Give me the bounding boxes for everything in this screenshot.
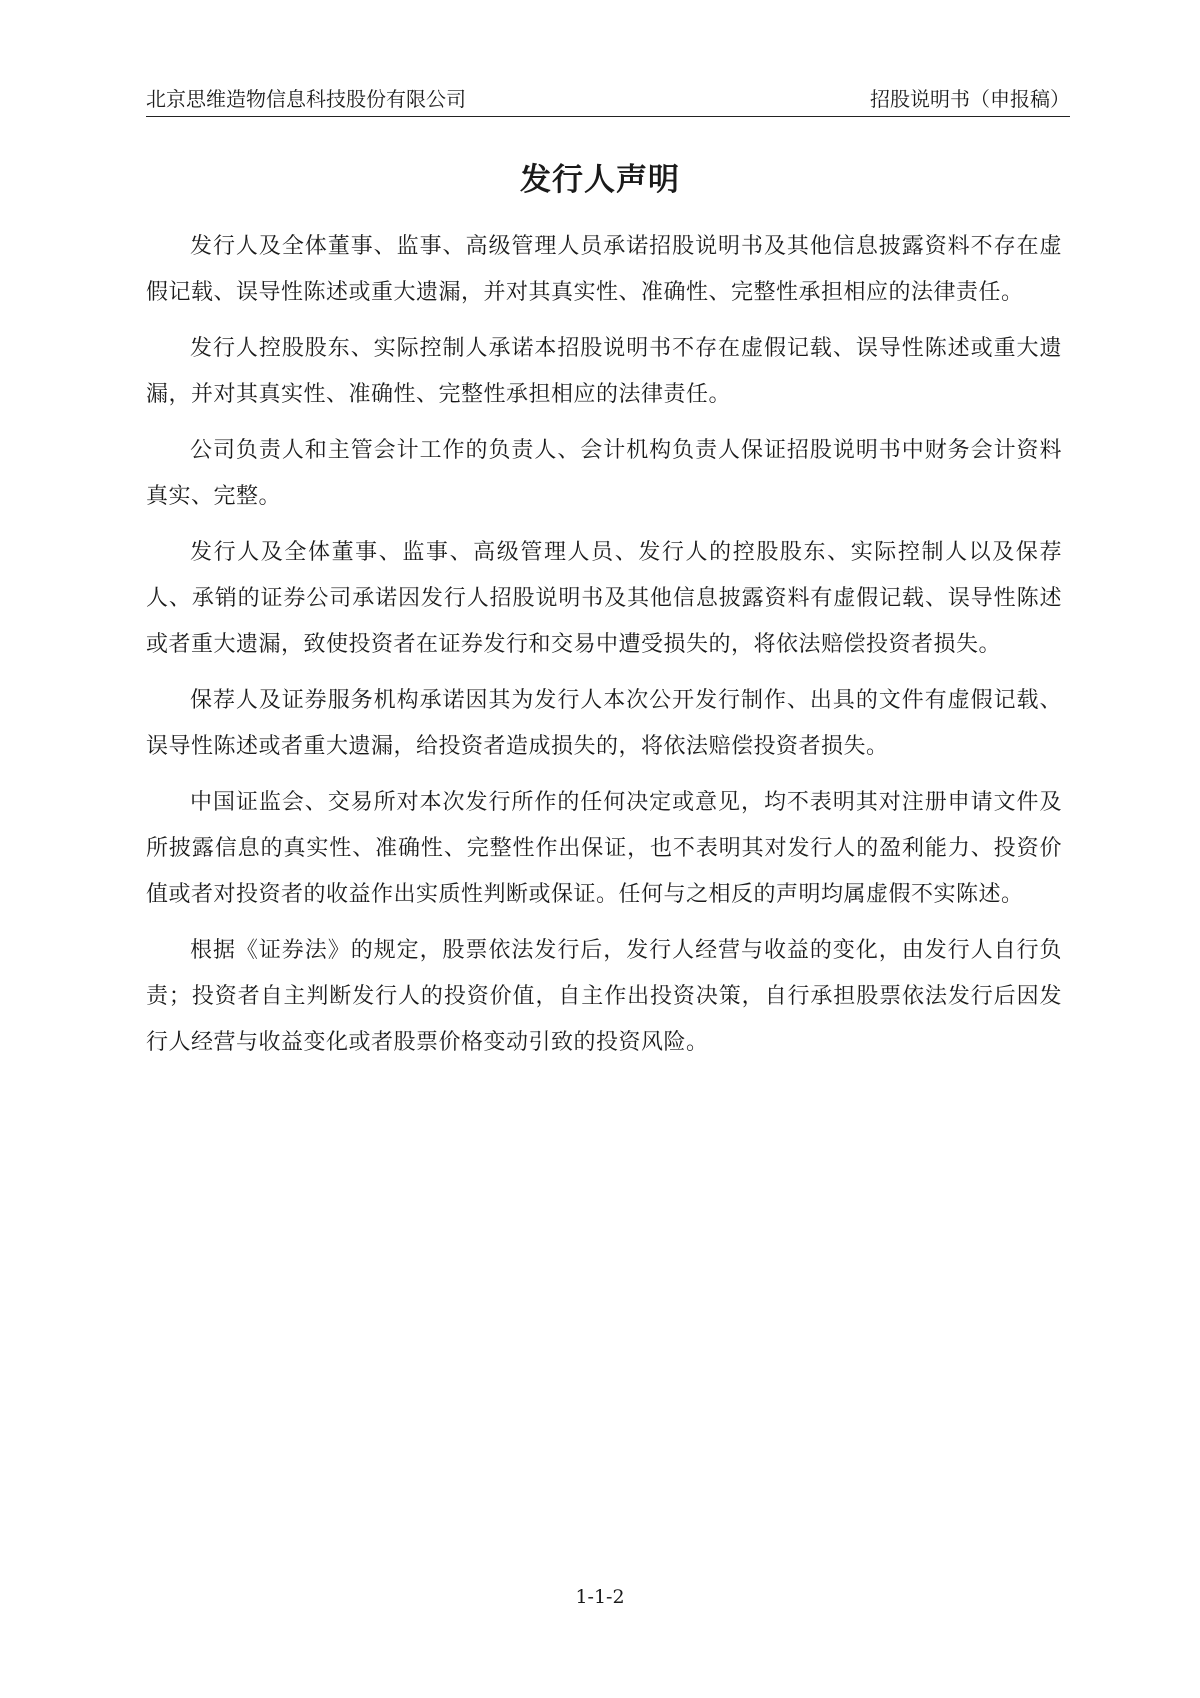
declaration-body	[146, 224, 1062, 1076]
declaration-paragraph-7: 根据《证券法》的规定，股票依法发行后，发行人经营与收益的变化，由发行人自行负责；投资者自主判断发行人的投资价值，自主作出投资决策，自行承担股票依法发行后因发行人经营与收益变化或者股票价格变动引致的投资风险。	[146, 938, 1062, 1055]
declaration-paragraph-4: 发行人及全体董事、监事、高级管理人员、发行人的控股股东、实际控制人以及保荐人、承销的证券公司承诺因发行人招股说明书及其他信息披露资料有虚假记载、误导性陈述或者重大遗漏，致使投资者在证券发行和交易中遭受损失的，将依法赔偿投资者损失。	[146, 540, 1062, 657]
declaration-paragraph-2: 发行人控股股东、实际控制人承诺本招股说明书不存在虚假记载、误导性陈述或重大遗漏，并对其真实性、准确性、完整性承担相应的法律责任。	[146, 336, 1062, 407]
header-document-type: 招股说明书（申报稿）	[870, 87, 1070, 111]
page-header	[146, 84, 1070, 117]
page-title: 发行人声明	[520, 162, 680, 198]
page-number: 1-1-2	[575, 1586, 625, 1608]
declaration-paragraph-3: 公司负责人和主管会计工作的负责人、会计机构负责人保证招股说明书中财务会计资料真实、完整。	[146, 438, 1062, 509]
declaration-paragraph-5: 保荐人及证券服务机构承诺因其为发行人本次公开发行制作、出具的文件有虚假记载、误导性陈述或者重大遗漏，给投资者造成损失的，将依法赔偿投资者损失。	[146, 688, 1062, 759]
declaration-paragraph-6: 中国证监会、交易所对本次发行所作的任何决定或意见，均不表明其对注册申请文件及所披露信息的真实性、准确性、完整性作出保证，也不表明其对发行人的盈利能力、投资价值或者对投资者的收益作出实质性判断或保证。任何与之相反的声明均属虚假不实陈述。	[146, 790, 1062, 907]
declaration-paragraph-1: 发行人及全体董事、监事、高级管理人员承诺招股说明书及其他信息披露资料不存在虚假记载、误导性陈述或重大遗漏，并对其真实性、准确性、完整性承担相应的法律责任。	[146, 234, 1062, 305]
header-company-name: 北京思维造物信息科技股份有限公司	[146, 87, 466, 111]
